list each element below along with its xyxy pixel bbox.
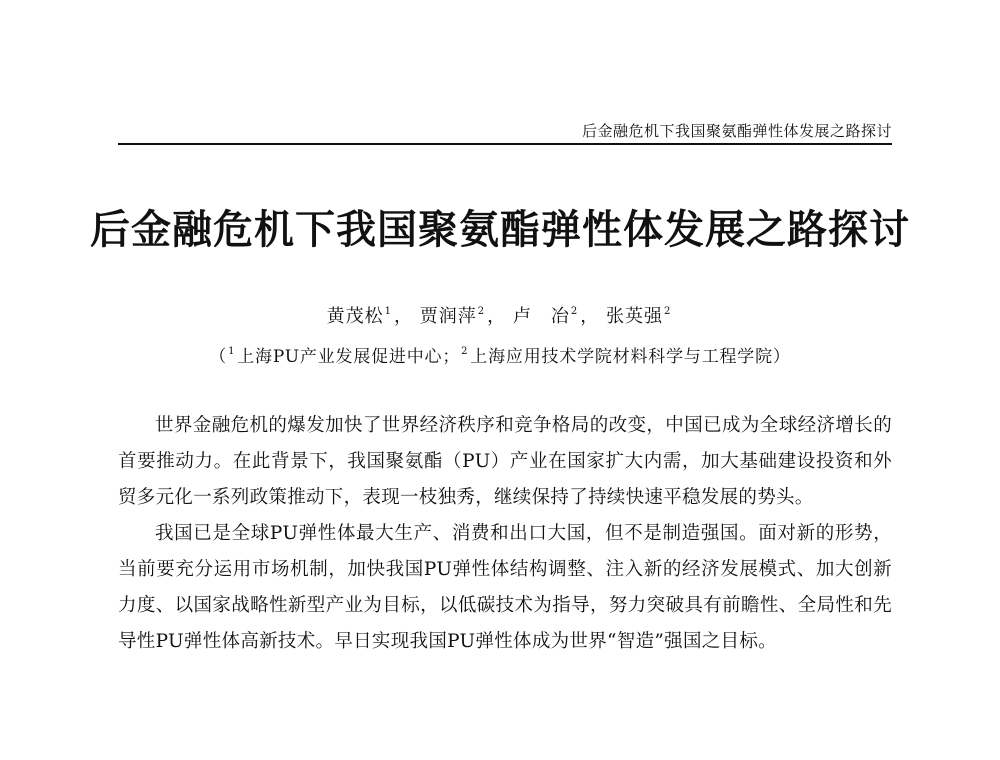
author-separator: ，	[394, 306, 414, 327]
affiliation-mark-1: 1	[228, 346, 236, 357]
affiliation-1: 上海PU产业发展促进中心；	[237, 347, 461, 367]
header-rule	[118, 143, 892, 145]
author-name: 贾润萍	[419, 306, 477, 327]
author-separator: ，	[580, 306, 600, 327]
affiliation-close-paren: ）	[772, 347, 791, 367]
article-body	[118, 408, 892, 660]
affiliation-mark-2: 2	[461, 346, 469, 357]
author-name: 卢 冶	[512, 306, 570, 327]
article-title: 后金融危机下我国聚氨酯弹性体发展之路探讨	[90, 206, 910, 253]
author-line	[0, 302, 1000, 328]
affiliation-line	[0, 342, 1000, 367]
running-header: 后金融危机下我国聚氨酯弹性体发展之路探讨	[581, 122, 892, 140]
affiliation-open-paren: （	[209, 347, 228, 367]
affiliation-2: 上海应用技术学院材料科学与工程学院	[470, 347, 773, 367]
author-affiliation-mark: 2	[663, 306, 672, 317]
author-separator: ，	[487, 306, 507, 327]
body-paragraph: 世界金融危机的爆发加快了世界经济秩序和竞争格局的改变，中国已成为全球经济增长的首要推动力。在此背景下，我国聚氨酯（PU）产业在国家扩大内需，加大基础建设投资和外贸多元化一系列政策推动下，表现一枝独秀，继续保持了持续快速平稳发展的势头。	[118, 415, 892, 508]
author-affiliation-mark: 1	[384, 306, 393, 317]
body-paragraph: 我国已是全球PU弹性体最大生产、消费和出口大国，但不是制造强国。面对新的形势，当前要充分运用市场机制，加快我国PU弹性体结构调整、注入新的经济发展模式、加大创新力度、以国家战略性新型产业为目标，以低碳技术为指导，努力突破具有前瞻性、全局性和先导性PU弹性体高新技术。早日实现我国PU弹性体成为世界“智造”强国之目标。	[118, 523, 892, 652]
author-affiliation-mark: 2	[477, 306, 486, 317]
author-affiliation-mark: 2	[570, 306, 579, 317]
author-name: 张英强	[605, 306, 663, 327]
author-name: 黄茂松	[326, 306, 384, 327]
